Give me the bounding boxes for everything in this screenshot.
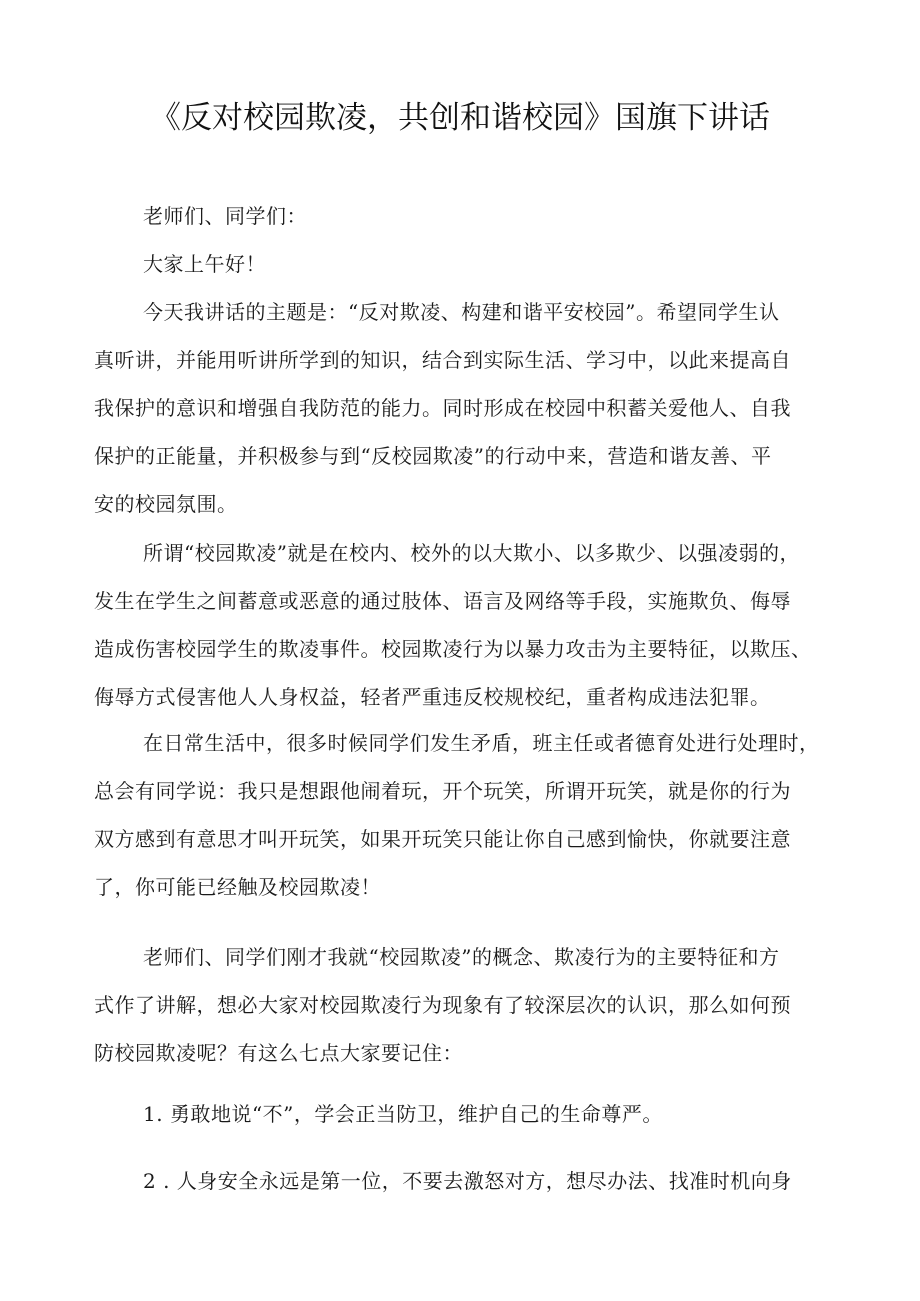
paragraph-line: 总会有同学说：我只是想跟他闹着玩，开个玩笑，所谓开玩笑，就是你的行为 bbox=[94, 779, 791, 803]
salutation-line: 老师们、同学们： bbox=[143, 204, 307, 228]
paragraph-line: 所谓“校园欺凌”就是在校内、校外的以大欺小、以多欺少、以强凌弱的， bbox=[143, 541, 800, 565]
paragraph-line: 双方感到有意思才叫开玩笑，如果开玩笑只能让你自己感到愉快，你就要注意 bbox=[94, 827, 791, 851]
list-item bbox=[94, 1090, 895, 1138]
list-item bbox=[94, 1157, 895, 1205]
greeting bbox=[94, 240, 895, 288]
paragraph-line: 在日常生活中，很多时候同学们发生矛盾，班主任或者德育处进行处理时， bbox=[143, 731, 820, 755]
paragraph-definition bbox=[94, 529, 846, 721]
document-title: 《反对校园欺凌，共创和谐校园》国旗下讲话 bbox=[150, 100, 770, 136]
paragraph-prevention-intro bbox=[94, 933, 846, 1077]
list-item-text: 2 . 人身安全永远是第一位，不要去激怒对方，想尽办法、找准时机向身 bbox=[143, 1169, 792, 1193]
paragraph-line: 侮辱方式侵害他人人身权益，轻者严重违反校规校纪，重者构成违法犯罪。 bbox=[94, 685, 771, 709]
paragraph-theme bbox=[94, 288, 846, 528]
paragraph-daily-life bbox=[94, 719, 846, 911]
salutation bbox=[94, 192, 895, 240]
paragraph-line: 今天我讲话的主题是：“反对欺凌、构建和谐平安校园”。希望同学生认 bbox=[143, 300, 780, 324]
paragraph-line: 了，你可能已经触及校园欺凌！ bbox=[94, 875, 381, 899]
paragraph-line: 式作了讲解，想必大家对校园欺凌行为现象有了较深层次的认识，那么如何预 bbox=[94, 993, 791, 1017]
paragraph-line: 保护的正能量，并积极参与到“反校园欺凌”的行动中来，营造和谐友善、平 bbox=[94, 444, 772, 468]
paragraph-line: 防校园欺凌呢？有这么七点大家要记住： bbox=[94, 1041, 463, 1065]
paragraph-line: 我保护的意识和增强自我防范的能力。同时形成在校园中积蓄关爱他人、自我 bbox=[94, 396, 791, 420]
paragraph-line: 老师们、同学们刚才我就“校园欺凌”的概念、欺凌行为的主要特征和方 bbox=[143, 945, 780, 969]
paragraph-line: 造成伤害校园学生的欺凌事件。校园欺凌行为以暴力攻击为主要特征，以欺压、 bbox=[94, 637, 812, 661]
list-item-text: 1. 勇敢地说“不”，学会正当防卫，维护自己的生命尊严。 bbox=[143, 1102, 663, 1126]
paragraph-line: 安的校园氛围。 bbox=[94, 492, 238, 516]
greeting-line: 大家上午好！ bbox=[143, 252, 266, 276]
paragraph-line: 真听讲，并能用听讲所学到的知识，结合到实际生活、学习中，以此来提高自 bbox=[94, 348, 791, 372]
paragraph-line: 发生在学生之间蓄意或恶意的通过肢体、语言及网络等手段，实施欺负、侮辱 bbox=[94, 589, 791, 613]
